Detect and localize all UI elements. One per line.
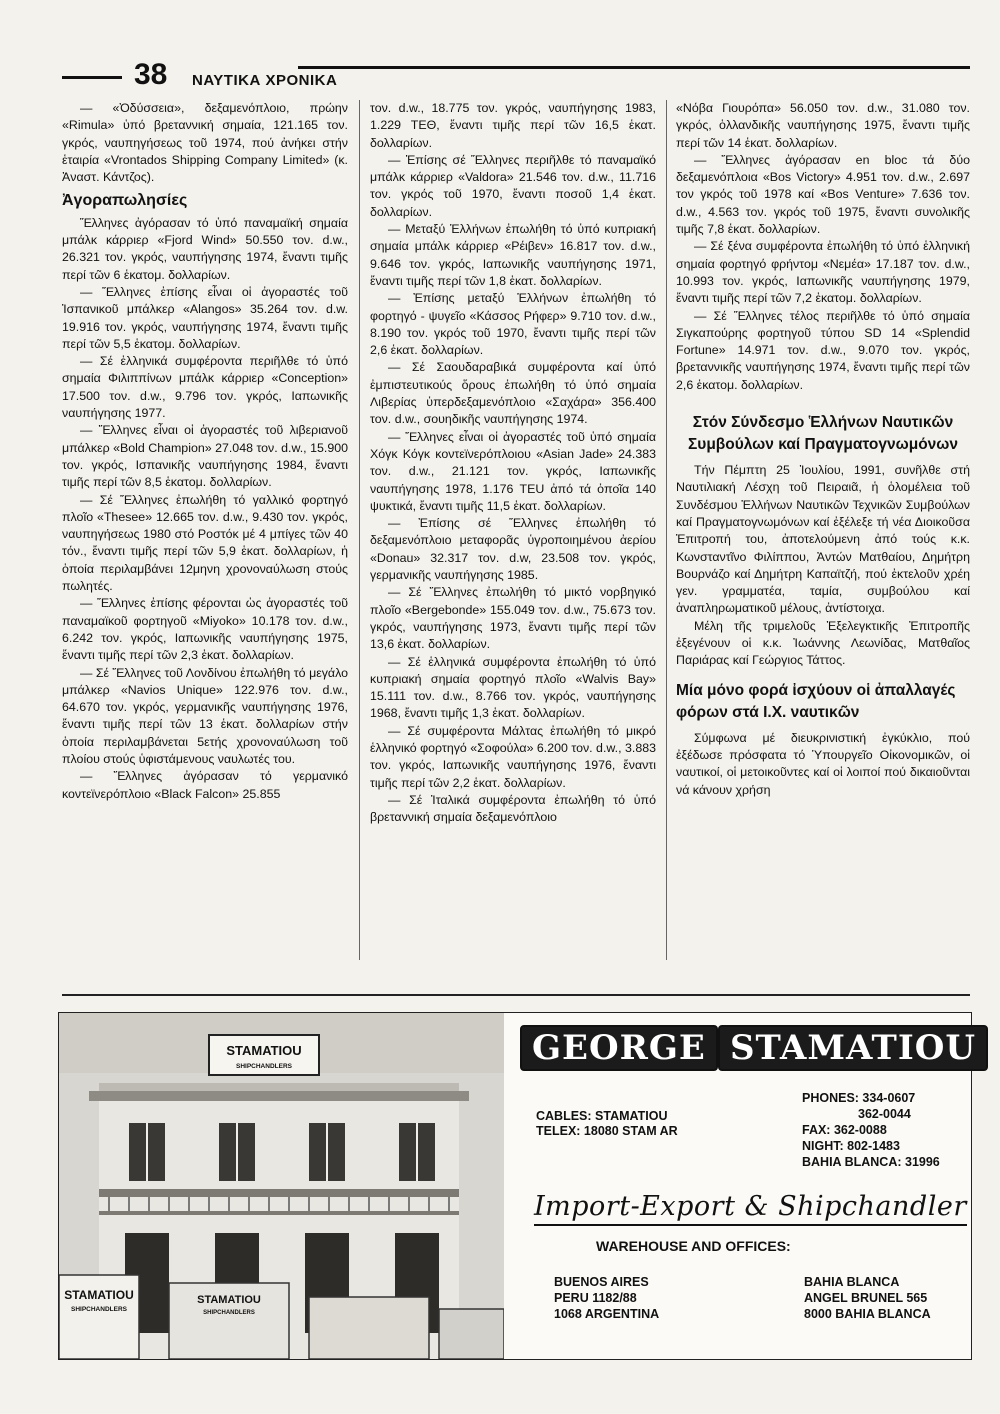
column-1	[62, 100, 348, 803]
column-divider	[359, 100, 360, 960]
photo-truck-sign: STAMATIOU	[64, 1288, 134, 1302]
paragraph: — Σέ ἑλληνικά συμφέροντα ἐπωλήθη τό ὑπό κυπριακή σημαία φορτηγό πλοῖο «Walvis Bay» 15.111 τον. d.w., 8.766 τον. γκρός, ναυπήγησης 1968, ἔναντι τιμῆς 1,3 ἑκατ. δολλαρίων.	[370, 654, 656, 721]
paragraph: — «Ὀδύσσεια», δεξαμενόπλοιο, πρώην «Rimula» ὑπό βρεταννική σημαία, 121.165 τον. γκρός, ναυπηγήσεως τοῦ 1974, πού ἀνήκει στήν ἑταιρία «Vrontados Shipping Company Limited» (κ. Ἀναστ. Κάντζος).	[62, 101, 348, 185]
paragraph: — Ἐπίσης σέ Ἕλληνες ἐπωλήθη τό δεξαμενόπλοιο μεταφορᾶς ὑγροποιημένου ἀερίου «Donau» 32.317 τον. d.w, 23.508 τον. γκρός, γερμανικῆς ναυπήγησης 1985.	[370, 516, 656, 583]
paragraph: τον. d.w., 18.775 τον. γκρός, ναυπήγησης 1983, 1.229 ΤΕΘ, ἔναντι τιμῆς περί τῶν 16,5 ἑκατ. δολλαρίων.	[370, 101, 656, 150]
address-buenos-aires-1: BUENOS AIRES	[554, 1275, 649, 1289]
logo-stamatiou: STAMATIOU	[718, 1025, 988, 1071]
address-bahia-1: BAHIA BLANCA	[804, 1275, 900, 1289]
address-buenos-aires-2: PERU 1182/88	[554, 1291, 637, 1305]
paragraph: — Σέ ἑλληνικά συμφέροντα περιῆλθε τό ὑπό σημαία Φιλιππίνων μπάλκ κάρριερ «Conception» 17.500 τον. d.w., 9.796 τον. γκρός, Ιαπωνικῆς ναυπήγησης 1977.	[62, 354, 348, 421]
address-buenos-aires-3: 1068 ARGENTINA	[554, 1307, 660, 1321]
paragraph: — Σέ Ἕλληνες τέλος περιῆλθε τό ὑπό σημαία Σιγκαπούρης φορτηγοῦ τύπου SD 14 «Splendid Fortune» 14.971 τον. d.w., 9.070 τον. γκρός, βρεταννικῆς ναυπήγησης 1974, ἔναντι τιμῆς περί τῶν 2,6 ἑκατομ. δολλαρίων.	[676, 308, 970, 392]
paragraph: — Ἕλληνες ἀγόρασαν τό γερμανικό κοντεϊνερόπλοιο «Black Falcon» 25.855	[62, 769, 348, 801]
paragraph: — Σέ ξένα συμφέροντα ἐπωλήθη τό ὑπό ἑλληνική σημαία φορτηγό φρήντομ «Νεμέα» 17.187 τον. d.w., 10.993 τον. γκρός, Ιαπωνικῆς ναυπήγησης 1979, ἔναντι τιμῆς περί τῶν 7,2 ἑκατομ. δολλαρίων.	[676, 239, 970, 306]
article-columns	[62, 100, 970, 980]
page-header	[62, 58, 970, 92]
tagline-signature: Import-Export & Shipchandler	[534, 1191, 967, 1226]
paragraph: — Μεταξύ Ἑλλήνων ἐπωλήθη τό ὑπό κυπριακή σημαία μπάλκ κάρριερ «Ρέιβεν» 16.817 τον. d.w., 9.646 τον. γκρός, Ιαπωνικῆς ναυπήγησης 1971, ἔναντι τιμῆς περί τῶν 1,8 ἑκατ. δολλαρίων.	[370, 222, 656, 288]
photo-truck2-sub: SHIPCHANDLERS	[203, 1310, 255, 1316]
column-divider	[666, 100, 667, 960]
paragraph: — Σέ Σαουδαραβικά συμφέροντα καί ὑπό ἐμπιστευτικούς ὅρους ἐπωλήθη τό ὑπό σημαία Λιβερίας ὑπερδεξαμενόπλοιο «Σαχάρα» 356.400 τον. d.w., σουηδικῆς ναυπήγησης 1974.	[370, 360, 656, 427]
section-heading-sales: Ἀγοραπωλησίες	[62, 192, 188, 210]
address-bahia-2: ANGEL BRUNEL 565	[804, 1291, 928, 1305]
page-number: 38	[134, 58, 168, 91]
paragraph: — Ἐπίσης σέ Ἕλληνες περιῆλθε τό παναμαϊκό μπάλκ κάρριερ «Valdora» 21.546 τον. d.w., 11.716 τον. γκρός τοῦ 1970, ἔναντι ποσοῦ 1,4 ἑκατ. δολλαρίων.	[370, 152, 656, 219]
cables-text: CABLES: STAMATIOU	[536, 1109, 668, 1123]
paragraph: — Ἐπίσης μεταξύ Ἑλλήνων ἐπωλήθη τό φορτηγό - ψυγεῖο «Κάσσος Ρήφερ» 9.710 τον. d.w., 8.190 τον. γκρός τοῦ 1970, ἔναντι τιμῆς περί τῶν 2,6 ἑκατ. δολλαρίων.	[370, 291, 656, 358]
photo-truck2-sign: STAMATIOU	[197, 1294, 261, 1306]
paragraph: — Ἕλληνες ἐπίσης εἶναι οἱ ἀγοραστές τοῦ Ἰσπανικοῦ μπάλκερ «Alangos» 35.264 τον. d.w. 19.916 τον. γκρός, ναυπήγησης 1974, ἔναντι τιμῆς περί τῶν 5,5 ἑκατομ. δολλαρίων.	[62, 284, 348, 351]
paragraph: — Σέ Ἰταλικά συμφέροντα ἐπωλήθη τό ὑπό βρεταννική σημαία δεξαμενόπλοιο	[370, 792, 656, 825]
paragraph: — Σέ Ἕλληνες ἐπωλήθη τό μικτό νορβηγικό πλοῖο «Bergebonde» 155.049 τον. d.w., 75.673 τον. γκρός, ναυπήγησης 1973, ἔναντι τιμῆς περί τῶν 13,6 ἑκατ. δολλαρίων.	[370, 585, 656, 652]
photo-sign: STAMATIOU	[226, 1043, 302, 1058]
header-rule-left	[62, 76, 122, 79]
telex-text: TELEX: 18080 STAM AR	[536, 1124, 678, 1138]
phones-second: 362-0044	[858, 1107, 911, 1121]
paragraph: Σύμφωνα μέ διευκρινιστική ἐγκύκλιο, πού ἐξέδωσε πρόσφατα τό Ὑπουργεῖο Οἰκονομικῶν, οἱ ναυτικοί, οἱ μετοικοῦντες καί οἱ λοιποί πού δικαιοῦνται νά κάνουν χρήση	[676, 730, 970, 797]
paragraph: — Σέ Ἕλληνες ἐπωλήθη τό γαλλικό φορτηγό πλοῖο «Thesee» 12.665 τον. d.w., 9.430 τον. γκρός, ναυπηγήσεως 1980 στό Ροστόκ μέ 4 μπίγες τῶν 40 τόν., ἔναντι τιμῆς περί τῶν 5,9 ἑκατ. δολλαρίων, ἡ ὁποία περιλαμβάνει 12μηνη χρονοναύλωση στούς πωλητές.	[62, 492, 348, 594]
section-heading-association: Στόν Σύνδεσμο Ἑλλήνων Ναυτικῶν Συμβούλων καί Πραγματογνωμόνων	[688, 414, 958, 454]
building-photo-graphic	[59, 1013, 504, 1359]
column-2	[370, 100, 656, 826]
paragraph: Ἕλληνες ἀγόρασαν τό ὑπό παναμαϊκή σημαία μπάλκ κάρριερ «Fjord Wind» 50.550 τον. d.w., 26.321 τον. γκρός, ναυπήγησης 1974, ἔναντι τιμῆς περί τῶν 6 ἑκατομ. δολλαρίων.	[62, 215, 348, 282]
paragraph: — Ἕλληνες ἐπίσης φέρονται ὡς ἀγοραστές τοῦ παναμαϊκοῦ φορτηγοῦ «Miyoko» 10.178 τον. d.w., 6.242 τον. γκρός, Ιαπωνικῆς ναυπήγησης 1975, ἔναντι τιμῆς περί τῶν 2,3 ἑκατ. δολλαρίων.	[62, 596, 348, 663]
address-bahia-3: 8000 BAHIA BLANCA	[804, 1307, 931, 1321]
logo-george: GEORGE	[520, 1025, 718, 1071]
publication-name: ΝΑΥΤΙΚΑ ΧΡΟΝΙΚΑ	[192, 72, 338, 89]
paragraph: Μέλη τῆς τριμελοῦς Ἐξελεγκτικῆς Ἐπιτροπῆς ἐξεγένουν οἱ κ.κ. Ἰωάννης Λεωνίδας, Ματθαῖος Παριάρας καί Γεώργιος Τάττος.	[676, 618, 970, 668]
ad-separator	[62, 994, 970, 996]
photo-sign-sub: SHIPCHANDLERS	[236, 1063, 292, 1070]
paragraph: Τήν Πέμπτη 25 Ἰουλίου, 1991, συνῆλθε στή Ναυτιλιακή Λέσχη τοῦ Πειραιᾶ, ἡ ὁλομέλεια τοῦ Συνδέσμου Ἑλλήνων Ναυτικῶν Τεχνικῶν Συμβούλων καί Πραγματογνωμόνων καί ἐξέλεξε τή νέα Διοικοῦσα Ἐπιτροπή του, ἀποτελούμενη ἀπό τούς κ.κ. Κωνσταντῖνο Φιλίππου, Ἀντών Ματθαίου, Δημήτρη Βουρνάζο καί Δημήτρη Καπαϊτζή, πού ἐκτελοῦν χρέη γεν. γραμματέα, ταμία, συμβούλου καί ἀναπληρωματικοῦ μέλους, ἀντίστοιχα.	[676, 463, 970, 616]
header-rule-right	[298, 66, 970, 69]
paragraph: — Ἕλληνες εἶναι οἱ ἀγοραστές τοῦ λιβεριανοῦ μπάλκερ «Bold Champion» 27.048 τον. d.w., 15.900 τον. γκρός, Ισπανικῆς ναυπήγησης 1984, ἔναντι τιμῆς περί τῶν 8,5 ἑκατομ. δολλαρίων.	[62, 423, 348, 490]
bahia-phone-text: BAHIA BLANCA: 31996	[802, 1155, 940, 1169]
paragraph: — Σέ συμφέροντα Μάλτας ἐπωλήθη τό μικρό ἑλληνικό φορτηγό «Σοφούλα» 6.200 τον. d.w., 3.883 τον. γκρός, Ιαπωνικῆς ναυπήγησης 1976, ἔναντι τιμῆς περί τῶν 2,2 ἑκατ. δολλαρίων.	[370, 723, 656, 790]
paragraph: — Ἕλληνες εἶναι οἱ ἀγοραστές τοῦ ὑπό σημαία Χόγκ Κόγκ κοντεϊνερόπλοιου «Asian Jade» 24.383 τον. d.w., 21.121 τον. γκρός, Ιαπωνικῆς ναυπήγησης 1978, 1.176 TEU ἀπό τά ὁποῖα 140 ψυκτικά, ἔναντι τιμῆς 11,5 ἑκατ. δολλαρίων.	[370, 429, 656, 513]
phones-text: PHONES: 334-0607	[802, 1091, 916, 1105]
section-heading-tax: Μία μόνο φορά ἰσχύουν οἱ ἀπαλλαγές φόρων στά Ι.Χ. ναυτικῶν	[676, 681, 956, 721]
building-photo	[59, 1013, 504, 1359]
photo-truck-sub: SHIPCHANDLERS	[71, 1306, 127, 1313]
advertisement	[58, 1012, 977, 1360]
paragraph: — Ἕλληνες ἀγόρασαν en bloc τά δύο δεξαμενόπλοια «Bos Victory» 4.951 τον. d.w., 2.697 τον γκρός τοῦ 1978 καί «Bos Venture» 7.636 τον. d.w., 4.563 τον. γκρός τοῦ 1975, ἔναντι συνολικῆς τιμῆς 7,8 ἑκατ. δολλαρίων.	[676, 152, 970, 237]
warehouse-heading: WAREHOUSE AND OFFICES:	[596, 1238, 791, 1254]
night-text: NIGHT: 802-1483	[802, 1139, 900, 1153]
ad-details	[514, 1013, 977, 1359]
column-3	[676, 100, 970, 799]
fax-text: FAX: 362-0088	[802, 1123, 887, 1137]
paragraph: — Σέ Ἕλληνες τοῦ Λονδίνου ἐπωλήθη τό μεγάλο μπάλκερ «Navios Unique» 122.976 τον. d.w., 64.670 τον. γκρός, γερμανικῆς ναυπήγησης 1976, ἔναντι τιμῆς περί τῶν 13 ἑκατ. δολλαρίων στήν ὁποία περιλαμβάνεται 5ετής χρονοναύλωση τοῦ πλοίου στούς ὑφιστάμενους ναυλωτές του.	[62, 665, 348, 766]
paragraph: «Νόβα Γιουρόπα» 56.050 τον. d.w., 31.080 τον. γκρός, ὁλλανδικῆς ναυπήγησης 1975, ἔναντι τιμῆς περί τῶν 14 ἑκατ. δολλαρίων.	[676, 101, 970, 150]
